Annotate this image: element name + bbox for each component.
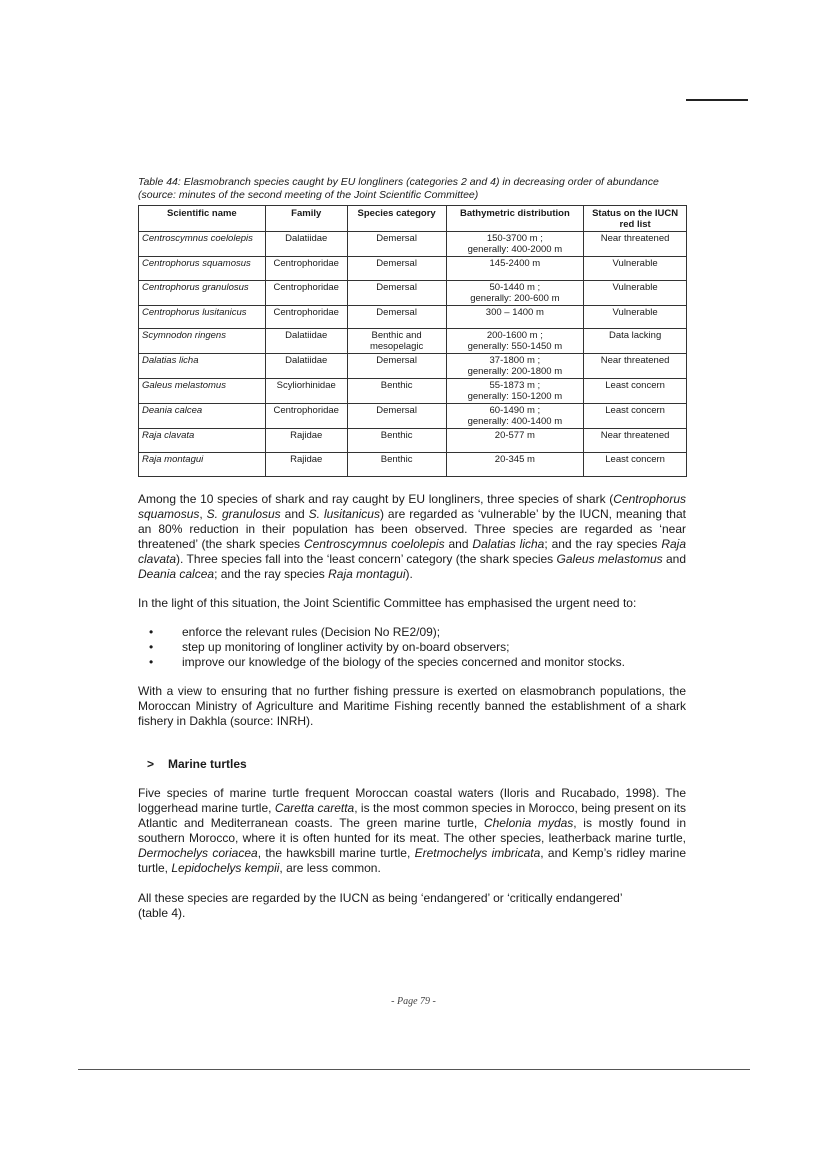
bullet-icon: • [149,624,154,639]
text-run: and [444,536,473,551]
cell-scientific-name: Scymnodon ringens [139,329,266,354]
text-run: ). [405,566,413,581]
list-item-text: enforce the relevant rules (Decision No RE2/09); [182,624,441,639]
cell-species-category: Demersal [347,305,446,329]
cell-species-category: Demersal [347,354,446,379]
paragraph-line: All these species are regarded by the IUCN as being ‘endangered’ or ‘critically endangered’ [138,890,623,905]
cell-species-category: Benthic and mesopelagic [347,329,446,354]
cell-bathymetric-distribution [446,305,584,329]
column-header-family: Family [265,206,347,232]
cell-bathymetric-distribution [446,280,584,305]
cell-scientific-name: Deania calcea [139,404,266,429]
cell-bathymetric-distribution [446,354,584,379]
depth-range: 50-1440 m ; [489,281,541,293]
table-row [139,257,687,281]
cell-scientific-name: Raja clavata [139,429,266,453]
list-item-text: improve our knowledge of the biology of the species concerned and monitor stocks. [182,654,625,669]
cell-scientific-name: Dalatias licha [139,354,266,379]
species-table [138,205,687,477]
text-run: , is the most common species in Morocco, being present on its Atlantic and Mediterranean coasts. The green marine turtle, [138,800,687,830]
cell-iucn-status: Near threatened [584,232,687,257]
cell-scientific-name: Galeus melastomus [139,379,266,404]
cell-bathymetric-distribution [446,329,584,354]
paragraph-shark-fishery-ban: With a view to ensuring that no further fishing pressure is exerted on elasmobranch populations, the Moroccan Ministry of Agriculture and Maritime Fishing recently banned the establishment of a shark fishery in Dakhla (source: INRH). [138,683,686,728]
text-run: and [280,506,309,521]
cell-family: Dalatiidae [265,329,347,354]
text-run: Five species of marine turtle frequent Moroccan coastal waters (Iloris and Rucabado, 1998). The loggerhead marine turtle, [138,785,686,815]
species-table-body [139,232,687,477]
paragraph-iucn-turtles [138,891,686,921]
column-header-species-category: Species category [347,206,446,232]
cell-iucn-status: Least concern [584,453,687,477]
cell-species-category: Demersal [347,232,446,257]
text-run: , is mostly found in southern Morocco, where it is often hunted for its meat. The other species, leatherback marine turtle, [138,815,686,845]
cell-scientific-name: Centrophorus granulosus [139,280,266,305]
depth-range: 200-1600 m ; [486,330,543,342]
species-name: S. granulosus [206,506,281,521]
cell-species-category: Demersal [347,280,446,305]
cell-bathymetric-distribution [446,379,584,404]
species-name: Chelonia mydas [483,815,574,830]
cell-family: Scyliorhinidae [265,379,347,404]
column-header-iucn-status: Status on the IUCN red list [584,206,687,232]
species-name: Lepidochelys kempii [171,860,280,875]
table-caption: Table 44: Elasmobranch species caught by EU longliners (categories 2 and 4) in decreasing order of abundance (source: minutes of the second meeting of the Joint Scientific Committee) [138,176,659,201]
paragraph-committee-intro: In the light of this situation, the Joint Scientific Committee has emphasised the urgent need to: [138,595,637,610]
section-heading-text: Marine turtles [168,756,247,771]
bullet-icon: • [149,654,154,669]
species-name: Centrophorus squamosus [138,491,686,521]
cell-iucn-status: Least concern [584,404,687,429]
species-name: Dalatias licha [472,536,545,551]
text-run: and [662,551,687,566]
species-name: Deania calcea [138,566,215,581]
depth-range: 20-577 m [494,430,535,442]
depth-range: 20-345 m [494,454,535,466]
cell-family: Dalatiidae [265,354,347,379]
cell-family: Centrophoridae [265,257,347,281]
section-heading-marine-turtles [147,757,686,772]
species-name: Raja clavata [138,536,686,566]
bullet-icon: • [149,639,154,654]
text-run: ) are regarded as ‘vulnerable’ by the IUCN, meaning that an 80% reduction in their population has been observed. Three species are regarded as ‘near threatened’ (the shark species [138,506,686,551]
species-name: Centroscymnus coelolepis [303,536,445,551]
cell-iucn-status: Vulnerable [584,280,687,305]
cell-family: Rajidae [265,429,347,453]
column-header-bathymetric-distribution: Bathymetric distribution [446,206,584,232]
paragraph-marine-turtles [138,786,686,876]
cell-species-category: Demersal [347,257,446,281]
table-row [139,329,687,354]
table-row [139,404,687,429]
list-item [149,640,686,655]
cell-iucn-status: Vulnerable [584,257,687,281]
text-run: ). Three species fall into the ‘least concern’ category (the shark species [176,551,557,566]
cell-scientific-name: Raja montagui [139,453,266,477]
table-row [139,429,687,453]
species-name: Dermochelys coriacea [138,845,258,860]
depth-range: 300 – 1400 m [485,306,544,318]
list-item-text: step up monitoring of longliner activity by on-board observers; [182,639,510,654]
cell-bathymetric-distribution [446,257,584,281]
cell-species-category: Demersal [347,404,446,429]
cell-iucn-status: Near threatened [584,354,687,379]
cell-iucn-status: Vulnerable [584,305,687,329]
table-row [139,379,687,404]
depth-typical-range: generally: 200-600 m [470,292,560,304]
depth-range: 150-3700 m ; [486,233,543,244]
cell-species-category: Benthic [347,379,446,404]
cell-family: Centrophoridae [265,305,347,329]
cell-bathymetric-distribution [446,232,584,257]
cell-iucn-status: Least concern [584,379,687,404]
species-name: Caretta caretta [274,800,355,815]
depth-range: 55-1873 m ; [489,380,541,392]
cell-bathymetric-distribution [446,429,584,453]
cell-family: Centrophoridae [265,280,347,305]
table-row [139,232,687,257]
list-item [149,655,686,670]
cell-family: Rajidae [265,453,347,477]
arrow-icon: > [147,756,155,771]
depth-range: 145-2400 m [489,258,541,269]
text-run: , are less common. [279,860,381,875]
depth-range: 60-1490 m ; [489,405,541,417]
list-item [149,625,686,640]
table-row [139,354,687,379]
header-rule [686,99,748,101]
page-number: - Page 79 - [391,996,436,1007]
cell-scientific-name: Centroscymnus coelolepis [139,232,266,257]
paragraph-line: (table 4). [138,905,186,920]
cell-family: Centrophoridae [265,404,347,429]
cell-bathymetric-distribution [446,453,584,477]
cell-species-category: Benthic [347,453,446,477]
footer-rule [78,1069,750,1070]
depth-typical-range: generally: 550-1450 m [467,341,563,353]
cell-iucn-status: Near threatened [584,429,687,453]
species-name: Galeus melastomus [556,551,663,566]
text-run: , [199,506,207,521]
table-row [139,305,687,329]
text-run: , and Kemp’s ridley marine turtle, [138,845,686,875]
species-name: Raja montagui [328,566,406,581]
depth-typical-range: generally: 400-2000 m [467,244,563,255]
depth-typical-range: generally: 150-1200 m [467,391,563,403]
cell-family: Dalatiidae [265,232,347,257]
column-header-scientific-name: Scientific name [139,206,266,232]
cell-iucn-status: Data lacking [584,329,687,354]
cell-species-category: Benthic [347,429,446,453]
cell-scientific-name: Centrophorus lusitanicus [139,305,266,329]
depth-typical-range: generally: 200-1800 m [467,366,563,378]
text-run: Among the 10 species of shark and ray caught by EU longliners, three species of shark ( [138,491,614,506]
page-content [138,176,686,921]
depth-range: 37-1800 m ; [489,355,541,367]
urgent-needs-list [138,625,686,670]
text-run: , the hawksbill marine turtle, [257,845,415,860]
species-name: Eretmochelys imbricata [414,845,541,860]
text-run: ; and the ray species [544,536,662,551]
table-row [139,280,687,305]
table-header-row [139,206,687,232]
text-run: ; and the ray species [214,566,329,581]
cell-bathymetric-distribution [446,404,584,429]
cell-scientific-name: Centrophorus squamosus [139,257,266,281]
table-row [139,453,687,477]
paragraph-iucn-summary [138,492,686,582]
species-name: S. lusitanicus [308,506,380,521]
depth-typical-range: generally: 400-1400 m [467,416,563,428]
